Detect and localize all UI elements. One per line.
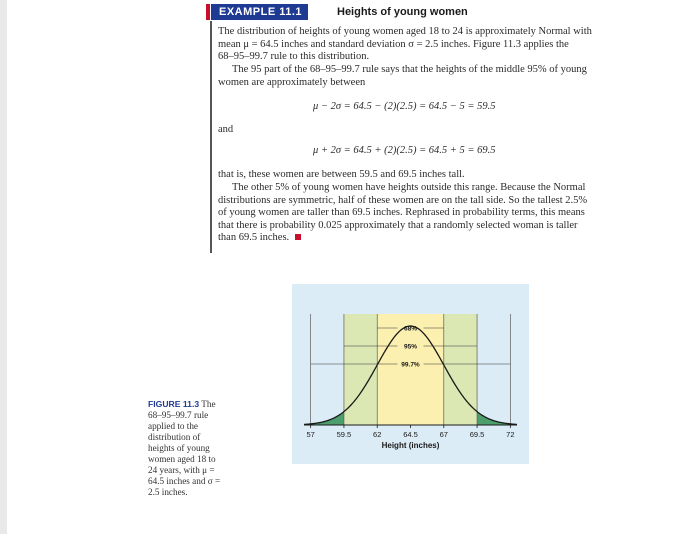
end-of-example-marker <box>295 234 301 240</box>
paragraph-2-line-2: women are approximately between <box>218 76 366 88</box>
annotation-label: 68% <box>403 325 418 333</box>
x-axis-label: Height (inches) <box>381 441 440 450</box>
x-tick-label: 62 <box>373 430 382 439</box>
annotation-label: 95% <box>403 343 418 351</box>
figure-caption-text: The 68–95–99.7 rule applied to the distribution of heights of young women aged 18 to 24 years, with μ = 64.5 inches and σ = 2.5 inches. <box>148 399 221 497</box>
paragraph-3: that is, these women are between 59.5 and 69.5 inches tall. <box>218 169 465 180</box>
figure-label: FIGURE 11.3 <box>148 399 200 409</box>
x-tick-label: 69.5 <box>469 430 485 439</box>
paragraph-1-line-1: The distribution of heights of young women aged 18 to 24 is approximately Normal with <box>218 26 592 37</box>
paragraph-2-line-1: The 95 part of the 68–95–99.7 rule says that the heights of the middle 95% of young <box>232 64 587 75</box>
paragraph-4-line-5 <box>218 232 301 245</box>
annotation-label: 99.7% <box>401 361 420 369</box>
example-label: EXAMPLE 11.1 <box>211 4 308 20</box>
equation-upper: μ + 2σ = 64.5 + (2)(2.5) = 64.5 + 5 = 69.5 <box>313 145 496 156</box>
paragraph-1-line-2: mean μ = 64.5 inches and standard deviation σ = 2.5 inches. Figure 11.3 applies the <box>218 38 569 50</box>
paragraph-4-line-5-text: than 69.5 inches. <box>218 232 290 243</box>
normal-curve-figure <box>292 284 529 464</box>
example-side-rule <box>210 21 212 253</box>
x-tick-label: 72 <box>506 430 515 439</box>
paragraph-4-line-4: that there is probability 0.025 approximately that a randomly selected woman is taller <box>218 219 578 231</box>
x-tick-label: 64.5 <box>403 430 418 439</box>
example-title: Heights of young women <box>337 6 468 18</box>
x-tick-label: 67 <box>439 430 448 439</box>
and-text: and <box>218 124 234 135</box>
figure-caption <box>148 399 222 498</box>
equation-lower: μ − 2σ = 64.5 − (2)(2.5) = 64.5 − 5 = 59.5 <box>313 101 496 112</box>
paragraph-4-line-1: The other 5% of young women have heights outside this range. Because the Normal <box>232 182 586 193</box>
left-page-edge <box>0 0 7 534</box>
normal-curve-chart <box>292 284 529 464</box>
paragraph-4-line-2: distributions are symmetric, half of these women are on the tall side. So the tallest 2.5% <box>218 194 588 206</box>
x-tick-label: 59.5 <box>336 430 352 439</box>
example-accent-bar <box>206 4 210 20</box>
paragraph-1-line-3: 68–95–99.7 rule to this distribution. <box>218 51 370 62</box>
paragraph-4-line-3: of young women are taller than 69.5 inches. Rephrased in probability terms, this means <box>218 207 585 218</box>
x-tick-label: 57 <box>306 430 315 439</box>
